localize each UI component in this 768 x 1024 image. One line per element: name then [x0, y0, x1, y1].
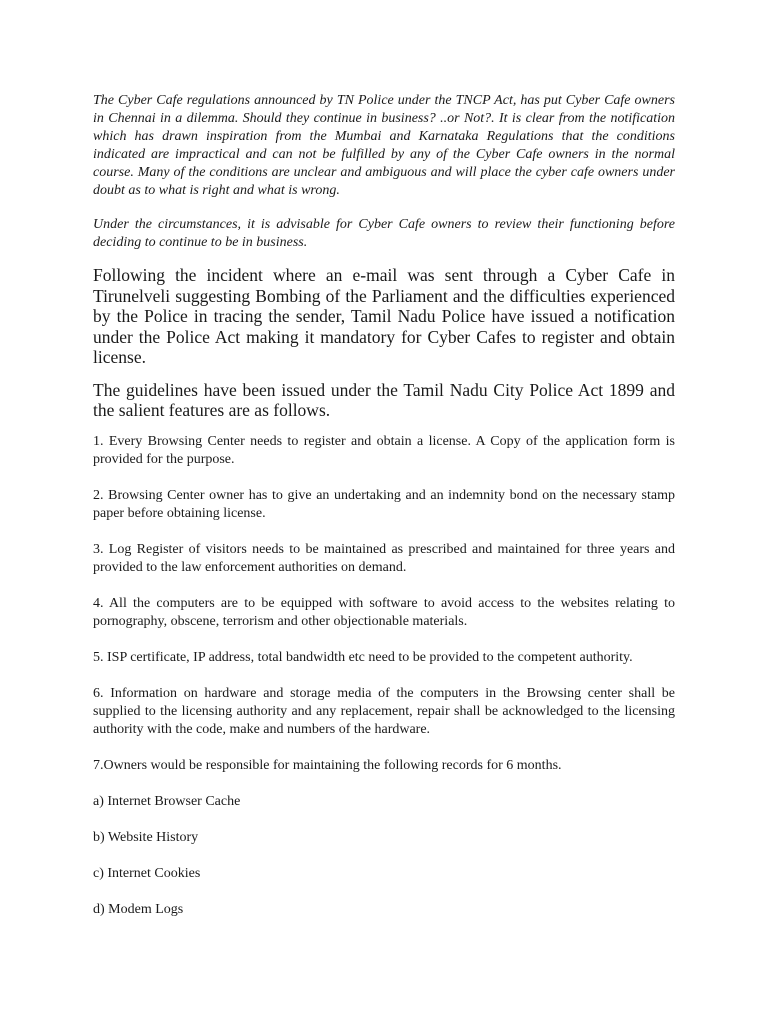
feature-item-4: 4. All the computers are to be equipped with software to avoid access to the websites relating to pornography, obscene, terrorism and other objectionable materials. [93, 595, 675, 629]
feature-item-3: 3. Log Register of visitors needs to be maintained as prescribed and maintained for three years and provided to the law enforcement authorities on demand. [93, 541, 675, 575]
intro-paragraph-2: Under the circumstances, it is advisable for Cyber Cafe owners to review their functioning before deciding to continue to be in business. [93, 217, 675, 250]
feature-item-2: 2. Browsing Center owner has to give an undertaking and an indemnity bond on the necessary stamp paper before obtaining license. [93, 487, 675, 521]
record-item-a: a) Internet Browser Cache [93, 793, 241, 809]
feature-item-7: 7.Owners would be responsible for maintaining the following records for 6 months. [93, 757, 562, 773]
record-item-b: b) Website History [93, 829, 199, 845]
intro-paragraph-1: The Cyber Cafe regulations announced by TN Police under the TNCP Act, has put Cyber Cafe owners in Chennai in a dilemma. Should they continue in business? ..or Not?. It is clear from the notification which has drawn inspiration from the Mumbai and Karnataka Regulations that the conditions indicated are impractical and can not be fulfilled by any of the Cyber Cafe owners in the normal course. Many of the conditions are unclear and ambiguous and will place the cyber cafe owners under doubt as to what is right and what is wrong. [93, 93, 675, 198]
feature-item-1: 1. Every Browsing Center needs to register and obtain a license. A Copy of the application form is provided for the purpose. [93, 433, 675, 467]
record-item-c: c) Internet Cookies [93, 865, 201, 881]
feature-item-6: 6. Information on hardware and storage media of the computers in the Browsing center shall be supplied to the licensing authority and any replacement, repair shall be acknowledged to the licensing authority with the code, make and numbers of the hardware. [93, 685, 675, 737]
body-paragraph-2: The guidelines have been issued under the Tamil Nadu City Police Act 1899 and the salient features are as follows. [93, 379, 675, 420]
document-page [93, 92, 675, 937]
body-paragraph-1: Following the incident where an e-mail was sent through a Cyber Cafe in Tirunelveli suggesting Bombing of the Parliament and the difficulties experienced by the Police in tracing the sender, Tamil Nadu Police have issued a notification under the Police Act making it mandatory for Cyber Cafes to register and obtain license. [93, 265, 675, 367]
feature-item-5: 5. ISP certificate, IP address, total bandwidth etc need to be provided to the competent authority. [93, 649, 633, 665]
record-item-d: d) Modem Logs [93, 901, 184, 917]
